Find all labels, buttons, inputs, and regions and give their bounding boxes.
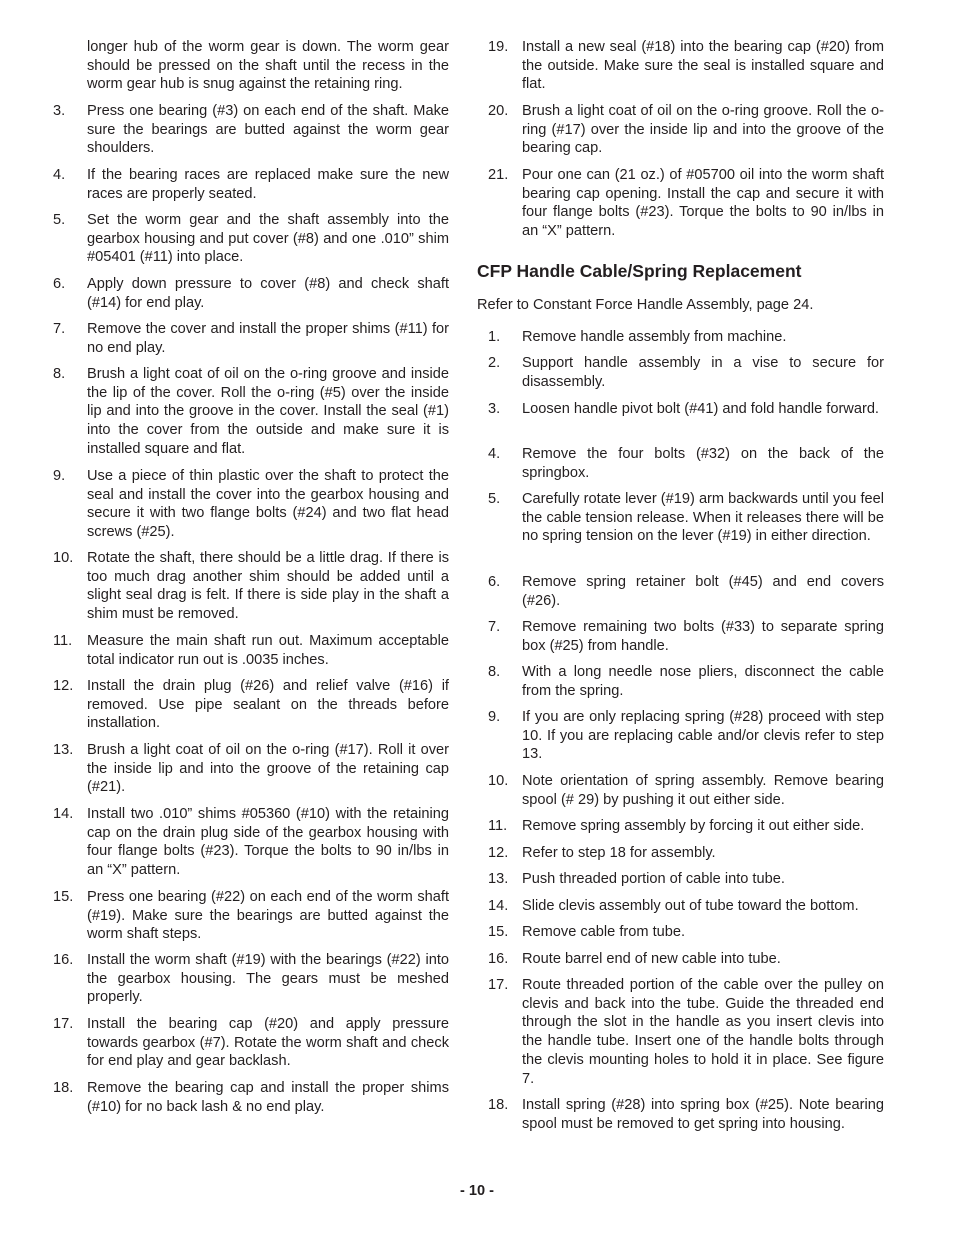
step-number: 5.	[488, 491, 501, 507]
step-text: Brush a light coat of oil on the o-ring groove. Roll the o-ring (#17) over the inside lip and into the groove of the bearing cap.	[522, 103, 884, 157]
step-number: 7.	[488, 619, 501, 635]
step-text: Push threaded portion of cable into tube.	[522, 871, 785, 887]
step-text: Route threaded portion of the cable over the pulley on clevis and back into the tube. Guide the threaded end through the slot in the handle as you insert clevis into the handle tube. Insert one of the handle bolts through the clevis mounting holes to hold it in place. See figure 7.	[522, 977, 884, 1087]
list-item	[488, 354, 884, 391]
list-item	[488, 38, 884, 94]
step-number: 3.	[488, 401, 501, 417]
step-text: Remove cable from tube.	[522, 924, 686, 940]
step-text: Slide clevis assembly out of tube toward the bottom.	[522, 898, 859, 914]
list-item	[53, 805, 449, 880]
list-item	[53, 549, 449, 624]
list-item	[53, 275, 449, 312]
list-item	[53, 677, 449, 733]
list-item	[53, 741, 449, 797]
list-item	[53, 102, 449, 158]
step-text: Install the bearing cap (#20) and apply pressure towards gearbox (#7). Rotate the worm shaft and check for end play and gear backlash.	[87, 1016, 449, 1070]
step-number: 20.	[488, 103, 509, 119]
section-heading: CFP Handle Cable/Spring Replacement	[477, 261, 802, 281]
step-text: Carefully rotate lever (#19) arm backwards until you feel the cable tension release. When it releases there will be no spring tension on the lever (#19) in either direction.	[522, 491, 884, 545]
step-number: 14.	[53, 806, 74, 822]
step-text: Pour one can (21 oz.) of #05700 oil into the worm shaft bearing cap opening. Install the cap and secure it with four flange bolts (#23). Torque the bolts to 90 in/lbs in an “X” pattern.	[522, 167, 884, 240]
list-item	[488, 166, 884, 241]
step-text: With a long needle nose pliers, disconnect the cable from the spring.	[522, 664, 884, 699]
list-item	[53, 365, 449, 459]
step-number: 13.	[488, 871, 509, 887]
step-number: 9.	[53, 468, 66, 484]
list-item	[488, 400, 884, 419]
step-number: 7.	[53, 321, 66, 337]
list-item	[488, 618, 884, 655]
step-number: 15.	[488, 924, 509, 940]
list-item	[53, 888, 449, 944]
step-number: 21.	[488, 167, 509, 183]
step-number: 15.	[53, 889, 74, 905]
step-number: 12.	[53, 678, 74, 694]
step-text: Measure the main shaft run out. Maximum acceptable total indicator run out is .0035 inches.	[87, 633, 449, 668]
step-text: If you are only replacing spring (#28) proceed with step 10. If you are replacing cable and/or clevis refer to step 13.	[522, 709, 884, 763]
list-item	[53, 1079, 449, 1116]
section-intro: Refer to Constant Force Handle Assembly, page 24.	[477, 297, 814, 313]
list-item	[488, 870, 884, 889]
step-text: Press one bearing (#22) on each end of the worm shaft (#19). Make sure the bearings are butted against the worm shaft steps.	[87, 889, 449, 943]
step-number: 16.	[53, 952, 74, 968]
list-item	[488, 923, 884, 942]
step-number: 11.	[53, 633, 73, 649]
list-item	[488, 708, 884, 764]
list-item	[488, 573, 884, 610]
list-item	[488, 1096, 884, 1133]
step-number: 6.	[53, 276, 66, 292]
list-item	[488, 663, 884, 700]
step-text: Remove the four bolts (#32) on the back of the springbox.	[522, 446, 884, 481]
continuation-paragraph: longer hub of the worm gear is down. The worm gear should be pressed on the shaft until the recess in the worm gear hub is snug against the retaining ring.	[87, 39, 449, 93]
list-item	[488, 772, 884, 809]
step-number: 13.	[53, 742, 74, 758]
page-number: - 10 -	[459, 1183, 495, 1199]
step-text: Remove spring retainer bolt (#45) and end covers (#26).	[522, 574, 884, 609]
step-text: Remove spring assembly by forcing it out either side.	[522, 818, 865, 834]
step-number: 11.	[488, 818, 508, 834]
step-text: Remove remaining two bolts (#33) to separate spring box (#25) from handle.	[522, 619, 884, 654]
step-text: Use a piece of thin plastic over the shaft to protect the seal and install the cover into the gearbox housing and secure it with two flange bolts (#24) and two flat head screws (#25).	[87, 468, 449, 541]
list-item	[488, 490, 884, 546]
step-text: Press one bearing (#3) on each end of the shaft. Make sure the bearings are butted against the worm gear shoulders.	[87, 103, 449, 157]
list-item	[53, 320, 449, 357]
step-number: 12.	[488, 845, 509, 861]
list-item	[53, 166, 449, 203]
step-number: 14.	[488, 898, 509, 914]
step-number: 2.	[488, 355, 501, 371]
step-number: 17.	[53, 1016, 74, 1032]
step-text: Note orientation of spring assembly. Remove bearing spool (# 29) by pushing it out either side.	[522, 773, 884, 808]
step-number: 5.	[53, 212, 66, 228]
step-text: Rotate the shaft, there should be a little drag. If there is too much drag another shim should be added until a slight seal drag is felt. If there is side play in the shaft a shim must be removed.	[87, 550, 449, 623]
step-text: Brush a light coat of oil on the o-ring (#17). Roll it over the inside lip and into the groove of the retaining cap (#21).	[87, 742, 449, 796]
list-item	[488, 950, 884, 969]
step-text: Route barrel end of new cable into tube.	[522, 951, 781, 967]
list-item	[53, 467, 449, 542]
step-number: 18.	[488, 1097, 509, 1113]
step-number: 3.	[53, 103, 66, 119]
list-item	[488, 328, 884, 347]
step-number: 4.	[53, 167, 66, 183]
step-text: Loosen handle pivot bolt (#41) and fold handle forward.	[522, 401, 879, 417]
list-item	[53, 632, 449, 669]
list-item	[488, 844, 884, 863]
step-number: 6.	[488, 574, 501, 590]
step-text: If the bearing races are replaced make sure the new races are properly seated.	[87, 167, 449, 202]
step-text: Support handle assembly in a vise to secure for disassembly.	[522, 355, 884, 390]
step-number: 1.	[488, 329, 501, 345]
list-item	[488, 897, 884, 916]
step-text: Remove handle assembly from machine.	[522, 329, 787, 345]
list-item	[488, 102, 884, 158]
step-text: Install two .010” shims #05360 (#10) with the retaining cap on the drain plug side of the gearbox housing with four flange bolts (#23). Torque the bolts to 90 in/lbs in an “X” pattern.	[87, 806, 449, 879]
step-number: 10.	[53, 550, 74, 566]
step-text: Install the drain plug (#26) and relief valve (#16) if removed. Use pipe sealant on the threads before installation.	[87, 678, 449, 732]
list-item	[53, 211, 449, 267]
step-text: Set the worm gear and the shaft assembly into the gearbox housing and put cover (#8) and one .010” shim #05401 (#11) into place.	[87, 212, 449, 266]
list-item	[53, 1015, 449, 1071]
step-text: Brush a light coat of oil on the o-ring groove and inside the lip of the cover. Roll the o-ring (#5) over the inside lip and into the groove in the cover. Install the seal (#1) into the cover from the outside and make sure it is installed square and flat.	[87, 366, 449, 457]
step-number: 4.	[488, 446, 501, 462]
list-item	[488, 817, 884, 836]
step-text: Install a new seal (#18) into the bearing cap (#20) from the outside. Make sure the seal is installed square and flat.	[522, 39, 884, 93]
step-number: 16.	[488, 951, 509, 967]
step-number: 18.	[53, 1080, 74, 1096]
list-item	[488, 445, 884, 482]
step-text: Refer to step 18 for assembly.	[522, 845, 716, 861]
step-text: Apply down pressure to cover (#8) and check shaft (#14) for end play.	[87, 276, 449, 311]
step-text: Remove the cover and install the proper shims (#11) for no end play.	[87, 321, 449, 356]
step-number: 19.	[488, 39, 509, 55]
step-text: Install spring (#28) into spring box (#25). Note bearing spool must be removed to get spring into housing.	[522, 1097, 884, 1132]
step-number: 17.	[488, 977, 509, 993]
step-text: Remove the bearing cap and install the proper shims (#10) for no back lash & no end play.	[87, 1080, 449, 1115]
step-text: Install the worm shaft (#19) with the bearings (#22) into the gearbox housing. The gears must be meshed properly.	[87, 952, 449, 1006]
step-number: 8.	[488, 664, 501, 680]
step-number: 10.	[488, 773, 509, 789]
list-item	[53, 951, 449, 1007]
list-item	[488, 976, 884, 1088]
step-number: 9.	[488, 709, 501, 725]
step-number: 8.	[53, 366, 66, 382]
